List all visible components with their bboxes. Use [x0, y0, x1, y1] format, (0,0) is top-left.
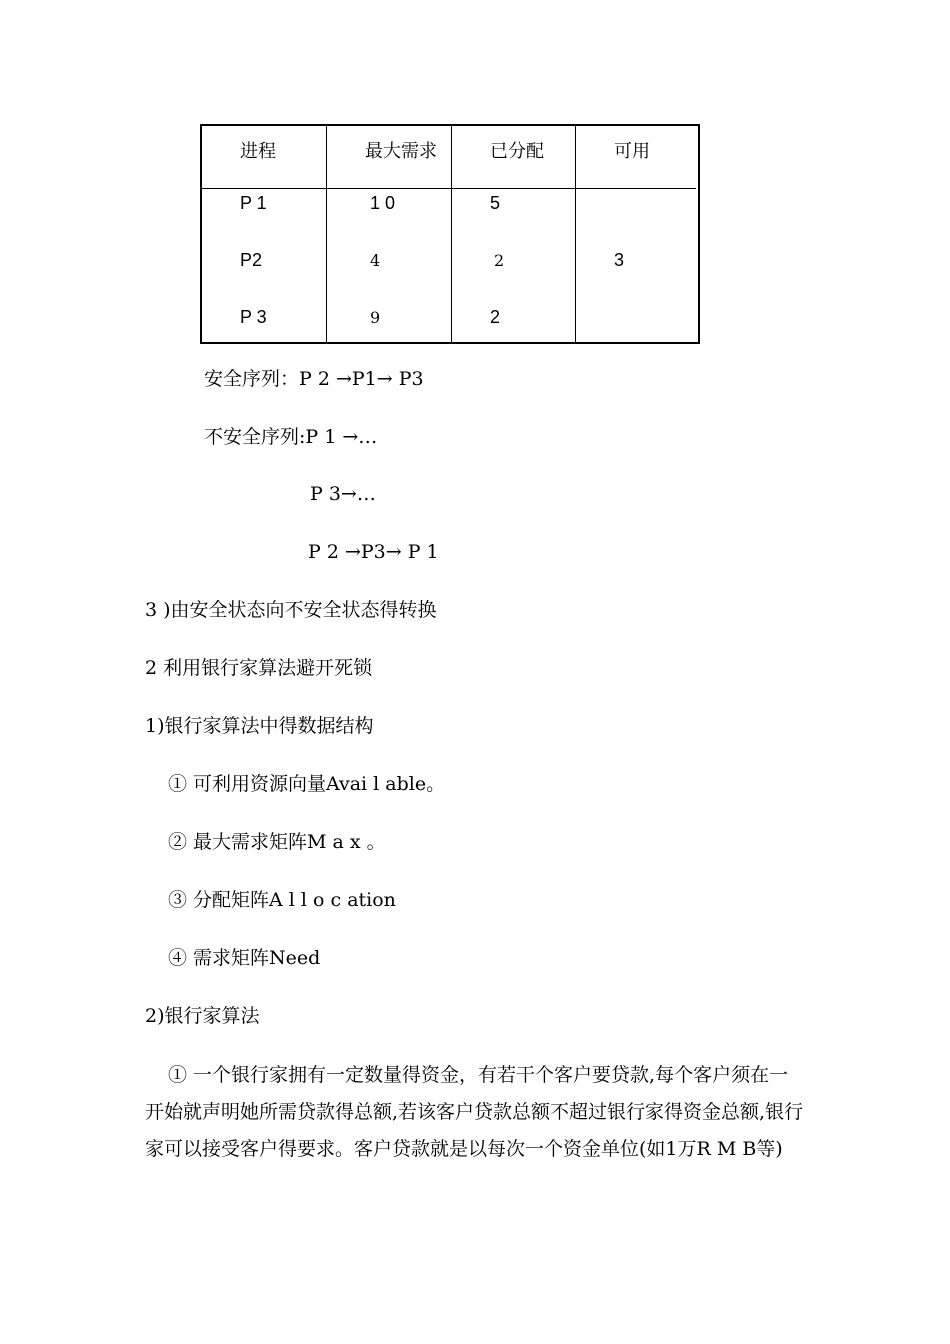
- unsafe-sequence: P 2 →P3→ P 1: [308, 541, 439, 563]
- table-cell: 4: [370, 251, 381, 270]
- table-cell: 1 0: [370, 193, 396, 213]
- table-divider: [575, 126, 576, 342]
- table-cell: 5: [490, 193, 501, 213]
- table-divider: [326, 126, 327, 344]
- subsection-heading: 2)银行家算法: [145, 1005, 260, 1027]
- table-cell: P 1: [240, 193, 267, 213]
- header-allocated: 已分配: [490, 141, 544, 162]
- item-heading: 3 )由安全状态向不安全状态得转换: [145, 599, 437, 621]
- list-item: ③ 分配矩阵A l l o c ation: [168, 889, 396, 911]
- table-cell: 2: [490, 307, 501, 327]
- body-paragraph: ① 一个银行家拥有一定数量得资金，有若干个客户要贷款,每个客户须在一开始就声明她所需贷款得总额,若该客户贷款总额不超过银行家得资金总额,银行家可以接受客户得要求。客户贷款就是以每次一个资金单位(如1万R M B等): [145, 1064, 804, 1160]
- header-process: 进程: [240, 141, 276, 162]
- table-cell: 9: [370, 308, 381, 327]
- unsafe-sequence: 不安全序列:P 1 →…: [204, 426, 378, 448]
- unsafe-sequence: P 3→…: [310, 483, 376, 505]
- list-item: ② 最大需求矩阵M a x 。: [168, 831, 386, 853]
- header-available: 可用: [614, 141, 650, 162]
- section-heading: 2 利用银行家算法避开死锁: [145, 657, 373, 679]
- list-item: ④ 需求矩阵Need: [168, 947, 321, 969]
- subsection-heading: 1)银行家算法中得数据结构: [145, 715, 374, 737]
- table-cell: P2: [240, 250, 263, 270]
- table-cell: P 3: [240, 307, 267, 327]
- table-cell: 2: [494, 251, 505, 270]
- safe-sequence: 安全序列：P 2 →P1→ P3: [204, 368, 424, 390]
- resource-table: [200, 124, 700, 344]
- list-item: ① 可利用资源向量Avai l able。: [168, 773, 446, 795]
- table-divider: [451, 126, 452, 342]
- table-header-divider: [202, 188, 696, 189]
- header-max-need: 最大需求: [365, 141, 437, 162]
- available-value: 3: [614, 250, 625, 270]
